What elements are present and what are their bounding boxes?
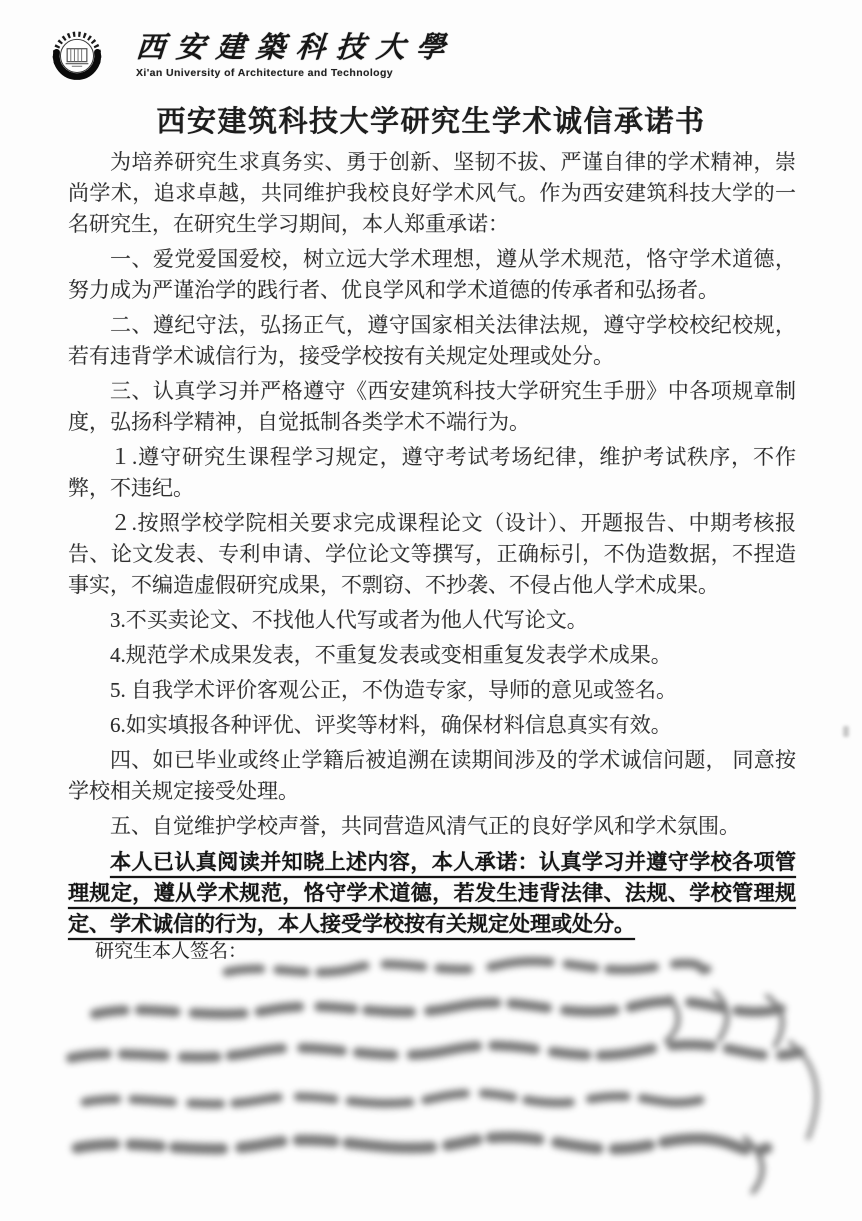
university-logo [50, 28, 456, 88]
signature-area [55, 952, 855, 1207]
clause-1: 一、爱党爱国爱校，树立远大学术理想，遵从学术规范，恪守学术道德，努力成为严谨治学的践行者、优良学风和学术道德的传承者和弘扬者。 [68, 247, 796, 302]
clause-5: 五、自觉维护学校声誉，共同营造风清气正的良好学风和学术氛围。 [110, 814, 740, 838]
university-name-en: Xi'an University of Architecture and Technology [136, 67, 394, 79]
clause-3-item-5: 5. 自我学术评价客观公正，不伪造专家，导师的意见或签名。 [110, 678, 677, 702]
intro-paragraph: 为培养研究生求真务实、勇于创新、坚韧不拔、严谨自律的学术精神，崇尚学术，追求卓越，共同维护我校良好学术风气。作为西安建筑科技大学的一名研究生，在研究生学习期间，本人郑重承诺： [68, 150, 796, 236]
clause-3-item-3: 3.不买卖论文、不找他人代写或者为他人代写论文。 [110, 608, 588, 632]
blurred-signatures [55, 952, 855, 1207]
clause-4: 四、如已毕业或终止学籍后被追溯在读期间涉及的学术诚信问题， 同意按学校相关规定接受处理。 [68, 748, 796, 803]
commitment-paragraph: 本人已认真阅读并知晓上述内容，本人承诺：认真学习并遵守学校各项管理规定，遵从学术规范，恪守学术道德，若发生违背法律、法规、学校管理规定、学术诚信的行为，本人接受学校按有关规定处理或处分。 [68, 850, 796, 936]
signature-label: 研究生本人签名： [95, 941, 248, 962]
clause-3: 三、认真学习并严格遵守《西安建筑科技大学研究生手册》中各项规章制度，弘扬科学精神，自觉抵制各类学术不端行为。 [68, 379, 796, 434]
clause-3-item-6: 6.如实填报各种评优、评奖等材料，确保材料信息真实有效。 [110, 713, 672, 737]
scan-artifact [843, 726, 849, 737]
document-title: 西安建筑科技大学研究生学术诚信承诺书 [156, 106, 706, 138]
university-seal-icon [50, 28, 104, 88]
university-name-zh: 西安建築科技大學 [134, 32, 458, 64]
clause-3-item-4: 4.规范学术成果发表，不重复发表或变相重复发表学术成果。 [110, 643, 672, 667]
logo-name-block [136, 28, 456, 79]
clause-2: 二、遵纪守法，弘扬正气，遵守国家相关法律法规，遵守学校校纪校规，若有违背学术诚信行为，接受学校按有关规定处理或处分。 [68, 313, 796, 368]
document-body [68, 147, 796, 944]
clause-3-item-1: １.遵守研究生课程学习规定，遵守考试考场纪律，维护考试秩序，不作弊，不违纪。 [68, 445, 796, 500]
clause-3-item-2: ２.按照学校学院相关要求完成课程论文（设计）、开题报告、中期考核报告、论文发表、专利申请、学位论文等撰写，正确标引，不伪造数据，不捏造事实，不编造虚假研究成果，不剽窃、不抄袭、不侵占他人学术成果。 [68, 511, 796, 597]
